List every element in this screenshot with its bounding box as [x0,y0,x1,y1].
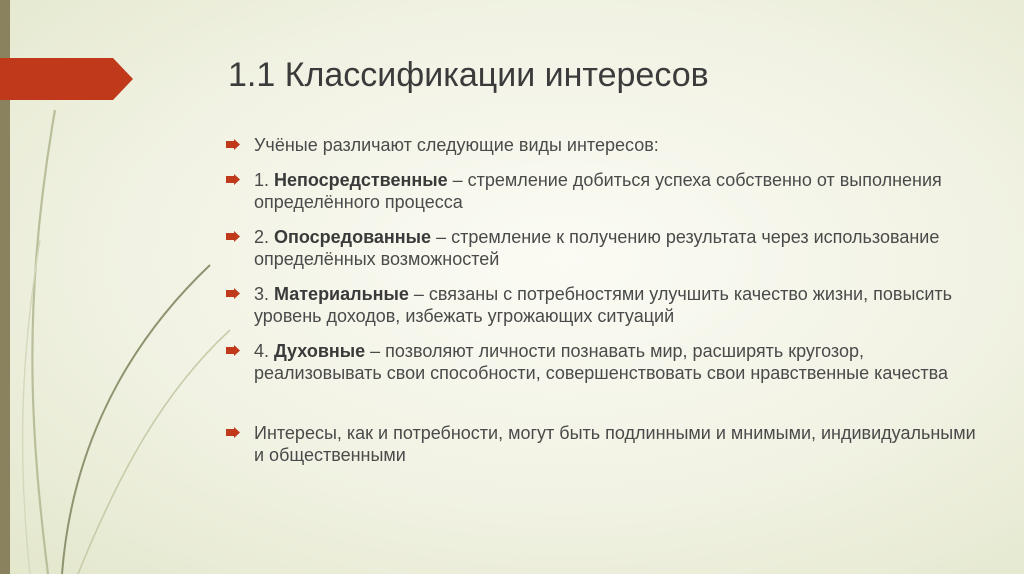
item-text: Интересы, как и потребности, могут быть подлинными и мнимыми, индивидуальными и общественными [254,423,976,465]
item-text: – стремление к получению результата через использование определённых возможностей [254,227,940,269]
list-item [226,340,986,384]
item-number: 3. [254,284,275,304]
arrow-bullet-icon [226,345,240,356]
item-term: Опосредованные [274,227,432,247]
list-item [226,169,986,213]
arrow-bullet-icon [226,139,240,150]
item-text: – стремление добиться успеха собственно от выполнения определённого процесса [254,170,942,212]
item-number: 4. [254,341,275,361]
item-number: 1. [254,170,275,190]
arrow-bullet-icon [226,288,240,299]
item-text: Учёные различают следующие виды интересов: [254,135,659,155]
item-text: – позволяют личности познавать мир, расширять кругозор, реализовывать свои способности, совершенствовать свои нравственные качества [254,341,948,383]
item-term: Материальные [274,284,409,304]
bullet-list [226,134,986,479]
slide-title: 1.1 Классификации интересов [228,56,709,94]
item-text: – связаны с потребностями улучшить качество жизни, повысить уровень доходов, избежать угрожающих ситуаций [254,284,953,326]
item-term: Духовные [274,341,366,361]
item-term: Непосредственные [274,170,448,190]
list-item [226,226,986,270]
list-item [226,283,986,327]
list-item [226,134,986,156]
arrow-bullet-icon [226,174,240,185]
title-accent-arrow [0,58,133,100]
arrow-bullet-icon [226,231,240,242]
item-number: 2. [254,227,275,247]
arrow-bullet-icon [226,427,240,438]
list-item [226,422,986,466]
